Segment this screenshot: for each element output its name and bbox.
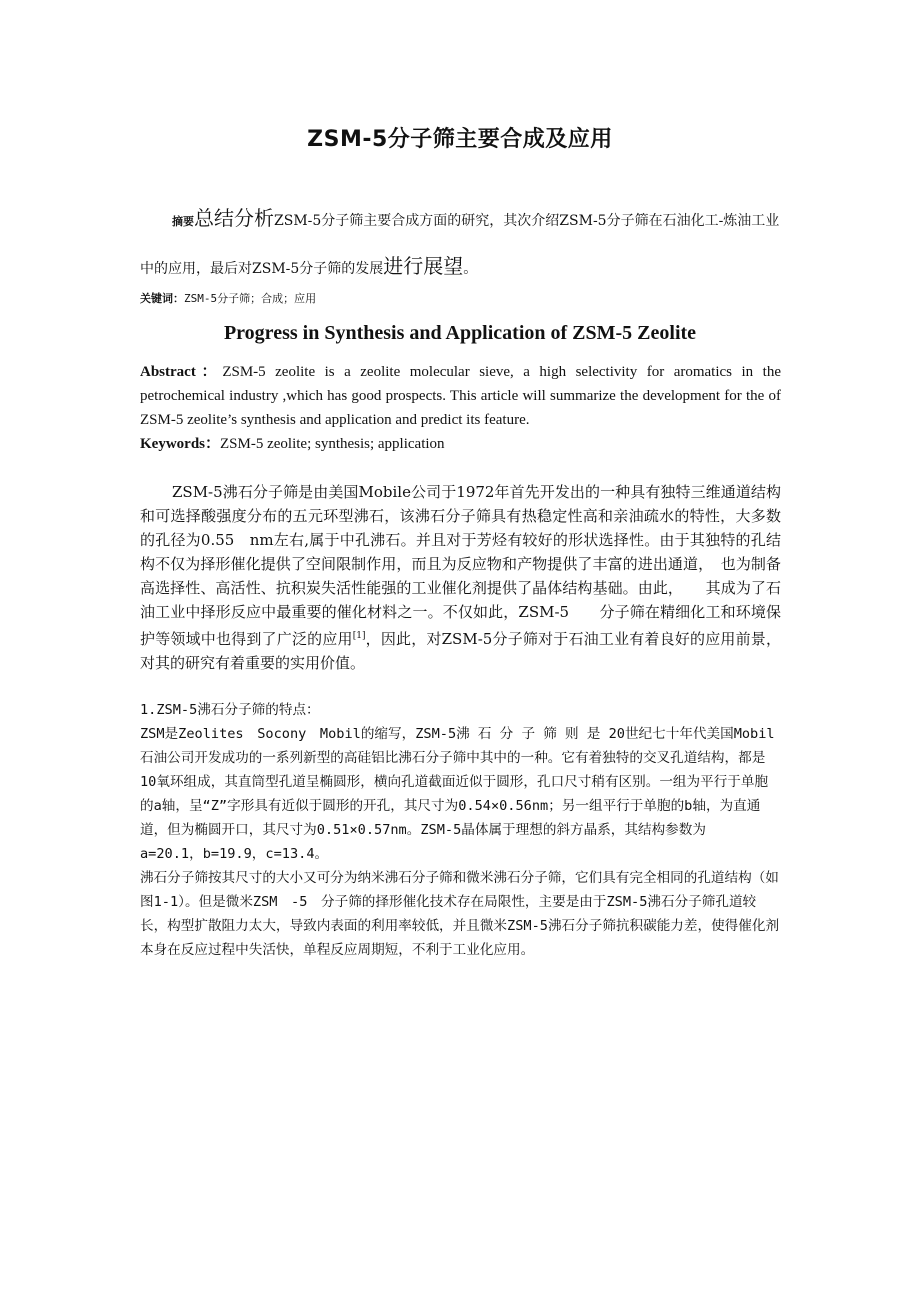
chinese-abstract-end: 。 [463,261,478,277]
english-keywords-text: ZSM-5 zeolite; synthesis; application [220,436,445,452]
english-keywords-label: Keywords： [140,436,220,452]
citation-ref: [1] [352,631,366,641]
chinese-abstract-label: 摘要 [172,215,194,228]
chinese-title: ZSM-5分子筛主要合成及应用 [307,127,613,152]
english-abstract [140,360,781,432]
chinese-abstract-text: ZSM-5分子筛主要合成方面的研究，其次介绍ZSM-5分子筛在石油化工-炼油工业中的应用，最后对ZSM-5分子筛的发展 [140,213,780,277]
english-abstract-label: Abstract： [140,364,223,380]
intro-text-end: ，因此，对ZSM-5分子筛对于石油工业有着良好的应用前景，对其的研究有着重要的实用价值。 [140,630,781,672]
section-heading: 1.ZSM-5沸石分子筛的特点： [140,702,320,718]
chinese-abstract-emph-start: 总结分析 [194,206,274,230]
section-paragraph: ZSM是Zeolites Socony Mobil的缩写，ZSM-5沸 石 分 子 筛 则 是 20世纪七十年代美国Mobil石油公司开发成功的一系列新型的高硅铝比沸石分子筛中其中的一种。它有着独特的交叉孔道结构，都是10氧环组成，其直筒型孔道呈椭圆形，横向孔道截面近似于圆形，孔口尺寸稍有区别。一组为平行于单胞的a轴，呈“Z”字形具有近似于圆形的开孔，其尺寸为0.54×0.56nm；另一组平行于单胞的b轴，为直通道，但为椭圆开口，其尺寸为0.51×0.57nm。ZSM-5晶体属于理想的斜方晶系，其结构参数为 [140,726,775,838]
chinese-abstract-emph-end: 进行展望 [383,254,464,278]
chinese-keywords [140,290,316,306]
structure-parameters: a=20.1，b=19.9，c=13.4。 [140,846,329,862]
chinese-keywords-label: 关键词： [140,292,184,305]
english-keywords [140,432,445,453]
english-abstract-text: ZSM-5 zeolite is a zeolite molecular sieve, a high selectivity for aromatics in the petrochemical industry ,which has good prospects. This article will summarize the development for the of ZSM-5 zeolite’s synthesis and application and predict its feature. [140,364,781,428]
chinese-abstract [140,196,781,291]
english-title: Progress in Synthesis and Application of ZSM-5 Zeolite [223,322,697,344]
section-paragraph-2: 沸石分子筛按其尺寸的大小又可分为纳米沸石分子筛和微米沸石分子筛，它们具有完全相同的孔道结构（如图1-1）。但是微米ZSM -5 分子筛的择形催化技术存在局限性，主要是由于ZSM-5沸石分子筛孔道较长，构型扩散阻力太大，导致内表面的利用率较低，并且微米ZSM-5沸石分子筛抗积碳能力差，使得催化剂本身在反应过程中失活快，单程反应周期短，不利于工业化应用。 [140,870,780,958]
chinese-keywords-text: ZSM-5分子筛；合成；应用 [184,292,317,305]
intro-text: ZSM-5沸石分子筛是由美国Mobile公司于1972年首先开发出的一种具有独特三维通道结构和可选择酸强度分布的五元环型沸石，该沸石分子筛具有热稳定性高和亲油疏水的特性，大多数的孔径为0.55 nm左右,属于中孔沸石。并且对于芳烃有较好的形状选择性。由于其独特的孔结构不仅为择形催化提供了空间限制作用，而且为反应物和产物提供了丰富的进出通道， 也为制备高选择性、高活性、抗积炭失活性能强的工业催化剂提供了晶体结构基础。由此， 其成为了石油工业中择形反应中最重要的催化材料之一。不仅如此，ZSM-5 分子筛在精细化工和环境保护等领域中也得到了广泛的应用 [140,483,781,648]
intro-paragraph [140,480,781,675]
section-1 [140,698,781,962]
